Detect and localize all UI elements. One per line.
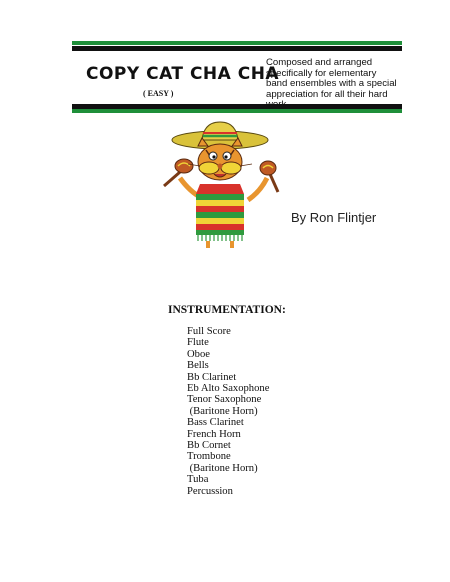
list-item: Bass Clarinet (187, 417, 244, 429)
top-black-stripe (72, 46, 402, 51)
list-item: Bells (187, 360, 209, 372)
list-item: Full Score (187, 326, 231, 337)
piece-title: COPY CAT CHA CHA (86, 64, 280, 84)
list-item: Tenor Saxophone (187, 394, 262, 406)
difficulty-label: ( EASY ) (143, 89, 174, 98)
list-item: Percussion (187, 485, 233, 497)
top-green-stripe (72, 41, 402, 45)
list-item: French Horn (187, 428, 241, 440)
left-maraca-icon (164, 159, 193, 186)
list-item: (Baritone Horn) (187, 405, 258, 417)
cartoon-cat-with-sombrero-and-maracas-icon (150, 120, 290, 260)
list-item: Eb Alto Saxophone (187, 383, 270, 395)
bottom-green-stripe (72, 109, 402, 113)
poncho-icon (196, 184, 244, 241)
instrumentation-heading: INSTRUMENTATION: (168, 304, 286, 316)
author-credit: By Ron Flintjer (291, 210, 377, 225)
list-item: Tuba (187, 474, 209, 486)
dedication-text: Composed and arranged specifically for elementary band ensembles with a special appreciation for all their hard (266, 57, 397, 100)
instrumentation-list (187, 326, 269, 497)
list-item: Trombone (187, 451, 231, 463)
list-item: Flute (187, 337, 209, 349)
list-item: Oboe (187, 348, 210, 360)
list-item: Bb Cornet (187, 440, 231, 452)
list-item: (Baritone Horn) (187, 462, 258, 474)
list-item: Bb Clarinet (187, 371, 237, 383)
